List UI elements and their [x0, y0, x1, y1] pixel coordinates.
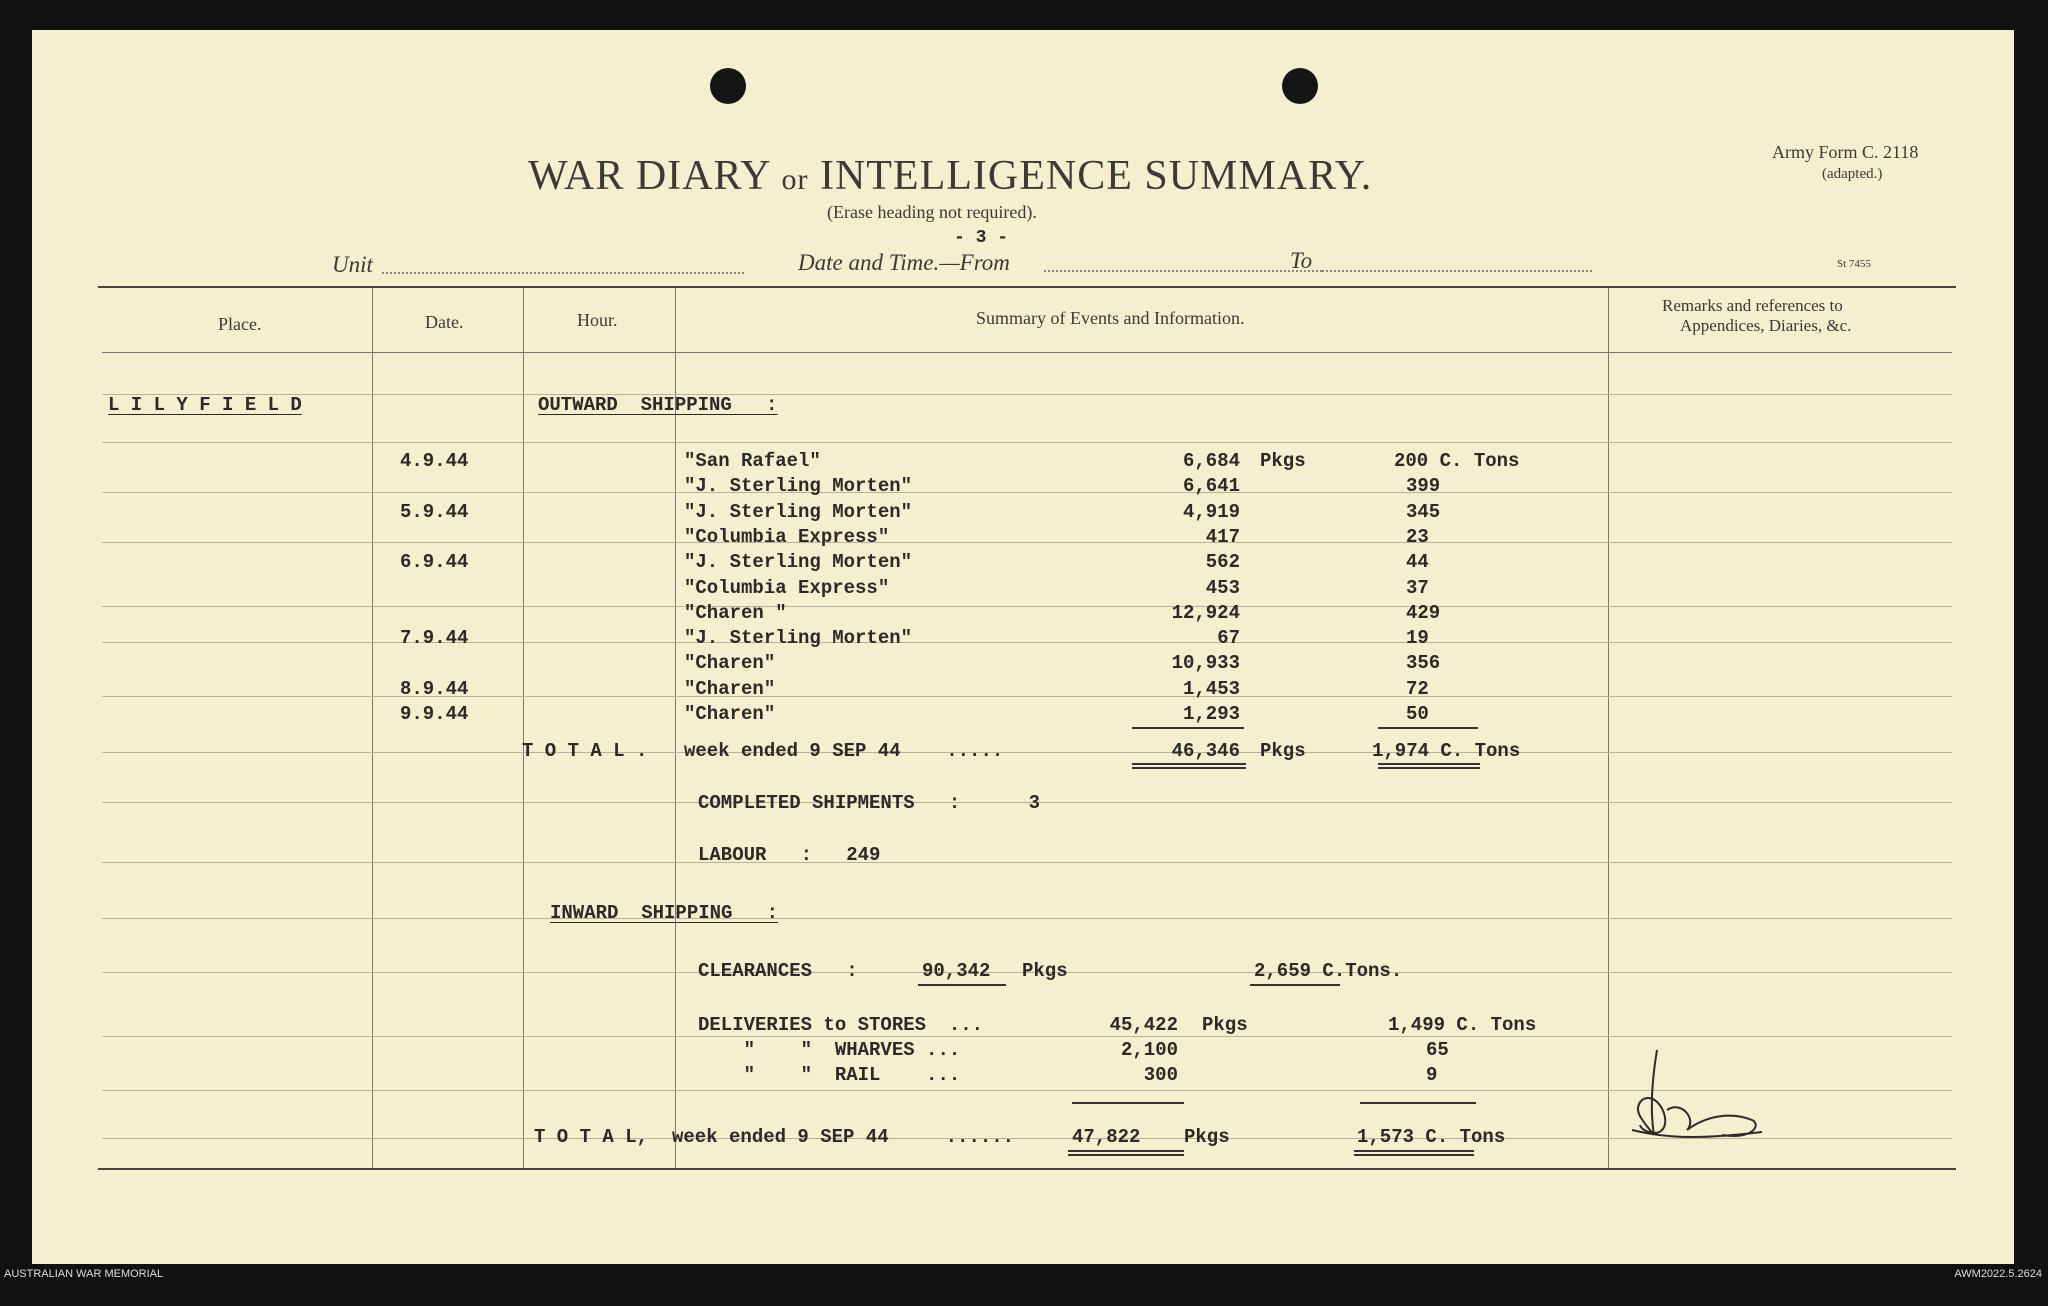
- ship-date: 7.9.44: [400, 627, 469, 649]
- clearances-label: CLEARANCES :: [698, 960, 858, 982]
- inward-total-pkgs: 47,822: [1072, 1126, 1141, 1148]
- clearances-pkgs: 90,342: [922, 960, 991, 982]
- to-label: To: [1290, 248, 1313, 273]
- outward-heading: OUTWARD SHIPPING :: [538, 394, 778, 416]
- ship-date: 4.9.44: [400, 450, 469, 472]
- ship-date: 5.9.44: [400, 501, 469, 523]
- ship-pkgs: 12,924: [1171, 602, 1240, 624]
- punch-hole-right: [1282, 68, 1318, 104]
- delivery-tons: 9: [1426, 1064, 1438, 1086]
- clearances-tons-underline: [1250, 984, 1340, 986]
- page-number: - 3 -: [954, 228, 1009, 248]
- outward-total-desc: week ended 9 SEP 44 .....: [684, 740, 1004, 762]
- clearances-unit: Pkgs: [1022, 960, 1068, 982]
- outward-total-pkgs: 46,346: [1171, 740, 1240, 762]
- ruled-line: [102, 918, 1952, 919]
- outward-tons-total-underline: [1378, 763, 1480, 765]
- inward-heading: INWARD SHIPPING :: [550, 902, 779, 924]
- outward-total-label: T O T A L .: [522, 740, 648, 762]
- ship-unit: Pkgs: [1260, 450, 1306, 472]
- ruled-line: [102, 642, 1952, 643]
- ruled-line: [102, 492, 1952, 493]
- outward-total-unit: Pkgs: [1260, 740, 1306, 762]
- punch-hole-left: [710, 68, 746, 104]
- outward-pkgs-total-underline: [1132, 763, 1246, 765]
- ship-tons: 19: [1406, 627, 1429, 649]
- ruled-line: [102, 862, 1952, 863]
- outward-total-tons: 1,974 C. Tons: [1372, 740, 1521, 762]
- ship-name: "J. Sterling Morten": [684, 551, 913, 573]
- delivery-tons: 65: [1426, 1039, 1449, 1061]
- inward-total-tons: 1,573 C. Tons: [1357, 1126, 1506, 1148]
- ship-name: "Charen ": [684, 602, 787, 624]
- ship-name: "J. Sterling Morten": [684, 475, 913, 497]
- inward-total-unit: Pkgs: [1184, 1126, 1230, 1148]
- inward-tons-total-underline-2: [1354, 1154, 1474, 1156]
- ship-name: "Columbia Express": [684, 577, 890, 599]
- ship-tons: 200 C. Tons: [1394, 450, 1520, 472]
- footer-credit: AUSTRALIAN WAR MEMORIAL: [4, 1268, 164, 1280]
- ruled-line: [102, 606, 1952, 607]
- ruled-line: [102, 394, 1952, 395]
- ship-pkgs: 1,293: [1182, 703, 1240, 725]
- ship-pkgs: 1,453: [1182, 678, 1240, 700]
- signature-image: [1612, 1040, 1792, 1150]
- delivery-tons: 1,499 C. Tons: [1388, 1014, 1537, 1036]
- stock-number: St 7455: [1837, 258, 1871, 270]
- ship-name: "Charen": [684, 678, 776, 700]
- date-time-label: Date and Time.—From: [798, 250, 1010, 275]
- ship-date: 9.9.44: [400, 703, 469, 725]
- ship-pkgs: 562: [1205, 551, 1240, 573]
- header-place: Place.: [218, 314, 262, 334]
- delivery-pkgs: 300: [1143, 1064, 1178, 1086]
- table-bottom-rule: [98, 1168, 1956, 1170]
- ship-pkgs: 67: [1217, 627, 1240, 649]
- ship-tons: 399: [1406, 475, 1441, 497]
- delivery-unit: Pkgs: [1202, 1014, 1248, 1036]
- inward-total-label: T O T A L,: [534, 1126, 649, 1148]
- ship-name: "Charen": [684, 652, 776, 674]
- adapted-label: (adapted.): [1822, 166, 1883, 182]
- clearances-pkgs-underline: [918, 984, 1006, 986]
- unit-label: Unit: [332, 252, 373, 277]
- header-hour: Hour.: [577, 310, 618, 330]
- header-summary: Summary of Events and Information.: [976, 308, 1245, 328]
- ship-tons: 23: [1406, 526, 1429, 548]
- ship-pkgs: 4,919: [1182, 501, 1240, 523]
- deliveries-tons-subtotal-rule: [1360, 1102, 1476, 1104]
- form-subtitle: (Erase heading not required).: [827, 202, 1037, 222]
- ship-tons: 37: [1406, 577, 1429, 599]
- ship-date: 8.9.44: [400, 678, 469, 700]
- from-dotted-line: [1044, 270, 1322, 272]
- place-name: L I L Y F I E L D: [108, 394, 302, 416]
- header-remarks-1: Remarks and references to: [1662, 296, 1843, 315]
- clearances-tons: 2,659 C.Tons.: [1254, 960, 1403, 982]
- footer-catalogue-number: AWM2022.5.2624: [1954, 1268, 2042, 1280]
- ship-tons: 356: [1406, 652, 1441, 674]
- ship-name: "J. Sterling Morten": [684, 627, 913, 649]
- ship-pkgs: 417: [1205, 526, 1240, 548]
- outward-pkgs-subtotal-rule: [1132, 727, 1244, 729]
- ship-tons: 72: [1406, 678, 1429, 700]
- header-rule: [102, 352, 1952, 353]
- ship-name: "J. Sterling Morten": [684, 501, 913, 523]
- document-page: [32, 30, 2014, 1264]
- ruled-line: [102, 1036, 1952, 1037]
- ship-name: "Columbia Express": [684, 526, 890, 548]
- delivery-label: " " RAIL ...: [698, 1064, 961, 1086]
- ruled-line: [102, 442, 1952, 443]
- outward-tons-total-underline-2: [1378, 767, 1480, 769]
- table-top-rule: [98, 286, 1956, 288]
- ship-pkgs: 10,933: [1171, 652, 1240, 674]
- ruled-line: [102, 752, 1952, 753]
- delivery-label: DELIVERIES to STORES ...: [698, 1014, 984, 1036]
- completed-shipments: COMPLETED SHIPMENTS : 3: [698, 792, 1041, 814]
- labour: LABOUR : 249: [698, 844, 881, 866]
- army-form-number: Army Form C. 2118: [1772, 142, 1919, 162]
- ship-name: "Charen": [684, 703, 776, 725]
- inward-total-desc: week ended 9 SEP 44 ......: [672, 1126, 1015, 1148]
- ship-pkgs: 6,684: [1182, 450, 1240, 472]
- inward-pkgs-total-underline: [1068, 1150, 1184, 1152]
- header-remarks-2: Appendices, Diaries, &c.: [1680, 316, 1852, 335]
- outward-tons-subtotal-rule: [1378, 727, 1478, 729]
- ship-date: 6.9.44: [400, 551, 469, 573]
- header-date: Date.: [425, 312, 464, 332]
- outward-pkgs-total-underline-2: [1132, 767, 1246, 769]
- ship-tons: 429: [1406, 602, 1441, 624]
- ship-pkgs: 453: [1205, 577, 1240, 599]
- form-title: WAR DIARY or INTELLIGENCE SUMMARY.: [528, 153, 1373, 199]
- inward-tons-total-underline: [1354, 1150, 1474, 1152]
- ruled-line: [102, 696, 1952, 697]
- ship-name: "San Rafael": [684, 450, 821, 472]
- ruled-line: [102, 542, 1952, 543]
- ship-pkgs: 6,641: [1182, 475, 1240, 497]
- deliveries-pkgs-subtotal-rule: [1072, 1102, 1184, 1104]
- ship-tons: 345: [1406, 501, 1441, 523]
- delivery-pkgs: 45,422: [1109, 1014, 1178, 1036]
- unit-dotted-line: [382, 272, 744, 274]
- inward-pkgs-total-underline-2: [1068, 1154, 1184, 1156]
- ship-tons: 50: [1406, 703, 1429, 725]
- ship-tons: 44: [1406, 551, 1429, 573]
- delivery-pkgs: 2,100: [1120, 1039, 1178, 1061]
- delivery-label: " " WHARVES ...: [698, 1039, 961, 1061]
- to-dotted-line: [1322, 270, 1592, 272]
